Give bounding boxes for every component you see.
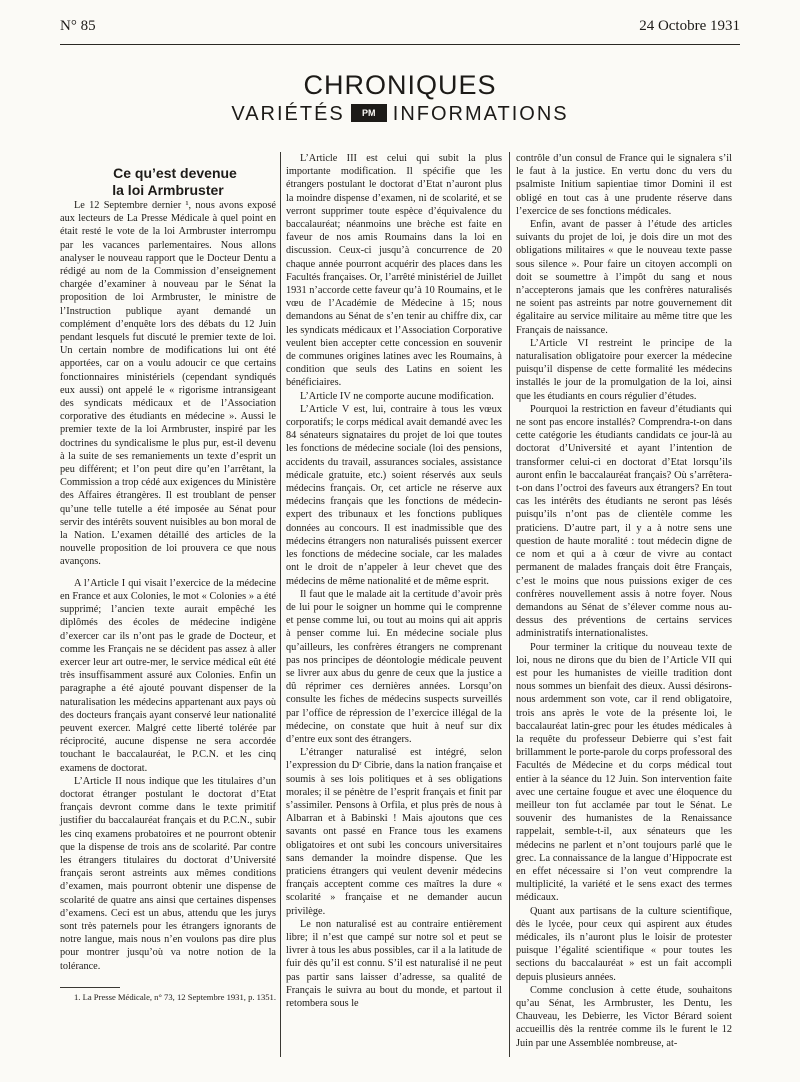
header-rule: [60, 44, 740, 45]
paragraph: L’Article VI restreint le principe de la naturalisation obligatoire pour exercer la médecine puisqu’il dispense de cette formalité les médecins installés le jour de la promulgation de la loi, ainsi que les étudiants en cours régulier d’études.: [516, 337, 732, 402]
paragraph: L’Article V est, lui, contraire à tous les vœux corporatifs; le corps médical avait demandé avec les 84 sénateurs signataires du projet de loi que toutes les fonctions de médecine sociale (loi des pensions, accidents du travail, assurances sociales, assistance médicale gratuite, etc.) soient réservés aux seuls médecins français. Or, cet article ne réserve aux médecins français que les fonctions de médecin-expert des tribunaux et les fonctions publiques données au concours. Il est inadmissible que des médecins étrangers non naturalisés puissent exercer les fonctions de médecine sociale, car les malades ont le droit de n’appeler à leur chevet que des médecins de même nationalité et de même esprit.: [286, 403, 502, 587]
article-title-line1: Ce qu’est devenue: [113, 165, 237, 181]
footnote: 1. La Presse Médicale, n° 73, 12 Septembre 1931, p. 1351.: [74, 991, 277, 1002]
footnote-rule: [60, 987, 120, 988]
paragraph: contrôle d’un consul de France qui le signalera s’il le faut à la justice. En vertu donc du vers du psalmiste Initium sapientiae timor Domini il est obligé en tout cas à une prudente réserve dans l’exercice de ses fonctions médicales.: [516, 153, 732, 217]
paragraph: L’Article IV ne comporte aucune modification.: [300, 390, 494, 402]
paragraph: Comme conclusion à cette étude, souhaitons qu’au Sénat, les Armbruster, les Dentu, les Chauveau, les Debierre, les Victor Bérard soient accueillis dès la rentrée comme ils le furent le 12 Juin par une Assemblée nombreuse, at-: [516, 984, 732, 1049]
masthead-subtitle: [0, 103, 800, 126]
article-title-line2: la loi Armbruster: [112, 182, 224, 198]
article-title: [60, 165, 276, 199]
issue-date: 24 Octobre 1931: [639, 18, 740, 34]
page-header: [60, 18, 740, 38]
paragraph: A l’Article I qui visait l’exercice de la médecine en France et aux Colonies, le mot « Colonies » a été supprimé; l’ancien texte aurait empêché les diplômés des écoles de médecine indigène d’exercer car ils n’ont pas le grade de Docteur, et comme les Français ne se décident pas assez à aller exercer leur art outre-mer, le service médical eût été très insuffisamment assuré aux Colonies. Enfin un paragraphe a été ajouté pouvant dispenser de la naturalisation les médecins appartenant aux pays où des docteurs français ayant conservé leur nationalité peuvent exercer. Malgré cette liberté tolérée par réciprocité, aucune dispense ne sera accordée touchant le baccalauréat, le P.C.N. et les cinq examens de doctorat.: [60, 577, 276, 774]
column-divider: [509, 152, 510, 1057]
paragraph: L’étranger naturalisé est intégré, selon l’expression du Dʳ Cibrie, dans la nation française et soumis à ses lois politiques et à ses obligations morales; il se pénètre de l’esprit français et finit par s’assimiler. Pensons à Orfila, et plus près de nous à Albarran et à Babinski ! Mais ajoutons que ces savants ont passé en France tous les examens obligatoires et ont subi les concours universitaires sans demander la moindre dispense. Que les praticiens étrangers qui veulent devenir médecins français acceptent comme ces maîtres la dure « scolarité » française et ne demander aucun privilège.: [286, 747, 502, 917]
paragraph: Le 12 Septembre dernier ¹, nous avons exposé aux lecteurs de La Presse Médicale à quel point en était resté le vote de la loi Armbruster interrompu par les vacances parlementaires. Nous allons analyser le nouveau rapport que le Docteur Dentu a rédigé au nom de la Commission d’enseignement chargée d’examiner à nouveau par le Sénat la proposition de loi Armbruster, le ministre de l’Instruction publique ayant demandé un complément d’enquête lors des débats du 12 Juin pendant lesquels fut discuté le premier texte de loi. Un certain nombre de modifications lui ont été apportées, car on a voulu adoucir ce que certains fonctionnaires ministériels (cependant syndiqués eux aussi) ont appelé le « rigorisme intransigeant des syndicats médicaux et de l’Association corporative des étudiants en médecine ». Aussi le premier texte de la loi Armbruster, inspiré par les doctrines du syndicalisme le plus pur, est-il devenu à la suite de ses remaniements un texte d’esprit un peu différent; et l’on peut dire qu’en l’arrêtant, la Commission a trop cédé aux exigences du Ministère des Affaires étrangères. Il est troublant de penser qu’une telle tutelle a été imposée au Sénat pour servir des intérêts souvent nuisibles au bon moral de la Nation. L’examen détaillé des articles de la nouvelle proposition de loi prouvera ce que nous avançons.: [60, 200, 276, 568]
paragraph: L’Article II nous indique que les titulaires d’un doctorat étranger postulant le doctorat d’Etat français devront comme dans le texte primitif justifier du baccalauréat français et du P.C.N., subir les cinq examens probatoires et ne pourront obtenir que la dispense de trois ans de scolarité. Par contre les étrangers titulaires du doctorat d’Université français seront astreints aux mêmes conditions d’examen, mais pourront obtenir une dispense de scolarité de quatre ans ainsi que certaines dispenses d’examens. Ceci est un abus, attendu que les jurys sont très paternels pour les étrangers ignorants de notre langue, mais nous n’en voulons pas dire plus pour montrer jusqu’où va notre notion de la tolérance.: [60, 775, 276, 972]
paragraph: Il faut que le malade ait la certitude d’avoir près de lui pour le soigner un homme qui le comprenne et pense comme lui, ou tout au moins qui ait appris à penser comme lui. En médecine sociale plus qu’ailleurs, les confrères étrangers ne comprenant pas nos principes de déontologie médicale peuvent se livrer aux abus du genre de ceux que la justice a dû réprimer ces dernières années. Lorsqu’on consulte les fiches de médecins suspects surveillés par l’office de répression de l’exercice illégal de la médecine, on constate que huit à neuf sur dix d’entre eux sont des étrangers.: [286, 588, 502, 745]
issue-number: N° 85: [60, 18, 96, 34]
paragraph: Enfin, avant de passer à l’étude des articles suivants du projet de loi, je dois dire un mot des obligations militaires « que le nouveau texte passe sous silence ». Pour faire un citoyen accompli on doit se soumettre à l’impôt du sang et nous n’accepterons jamais que les confrères naturalisés ne soient pas astreints par notre gouvernement dit égalitaire au service militaire au même titre que les Français de naissance.: [516, 219, 732, 336]
masthead-title: CHRONIQUES: [303, 70, 497, 100]
paragraph: L’Article III est celui qui subit la plus importante modification. Il spécifie que les étrangers postulant le doctorat d’Etat n’auront plus la moindre dispense d’examen, ni de scolarité, et se verront supprimer toute espèce d’équivalence du baccalauréat; néanmoins une brèche est faite en faveur de nos amis Roumains dans la loi en discussion. Ceux-ci jusqu’à concurrence de 20 chaque année pourront acquérir des places dans les Facultés françaises. Or, l’arrêté ministériel de Juillet 1931 n’accorde cette faveur qu’à 10 Roumains, et le vœu de l’Académie de Médecine à 15; nous demandons au Sénat de s’en tenir au chiffre dix, car les syndicats médicaux et l’Association Corporative veulent bien accepter cette concession en souvenir de communes origines latines avec les Roumains, à condition que seuls des Latins en soient les bénéficiaires.: [286, 153, 502, 389]
paragraph: Pour terminer la critique du nouveau texte de loi, nous ne dirons que du bien de l’Article VII qui est pour les humanistes de vieille tradition dont nous sommes un bienfait des dieux. Aussi désirons-nous ardemment son vote, car il rend obligatoire, trois ans après le vote de la présente loi, le baccalauréat latin-grec pour les études médicales à la requête du professeur Debierre qui s’est fait brillamment le porte-parole du corps professoral des Facultés de Médecine et du corps médical tout entier à la séance du 12 Juin. Son intervention faite avec une certaine fougue et avec une éloquence du meilleur ton fut acclamée par tout le Sénat. Le souvenir des humanistes de la Renaissance rappelait, semble-t-il, aux sénateurs que les médecins ne parlent et n’ont toujours parlé que le grec. La connaissance de la langue d’Hippocrate est en effet nécessaire si l’on veut comprendre la multiplicité, la variété et le sens exact des termes médicaux.: [516, 641, 732, 904]
masthead-left: VARIÉTÉS: [231, 103, 345, 125]
masthead-right: INFORMATIONS: [392, 103, 569, 125]
column-3: [516, 152, 732, 1050]
masthead-logo-icon: PM: [351, 104, 387, 122]
column-divider: [280, 152, 281, 1057]
paragraph: Le non naturalisé est au contraire entièrement libre; il n’est que campé sur notre sol et peut se livrer à tous les abus possibles, car il a la latitude de fuir dès qu’il est connu. S’il est naturalisé il ne peut pas partir sans laisser d’adresse, sa qualité de Français le suivra au bout du monde, et partout il retombera sous le: [286, 918, 502, 1009]
column-2: [286, 152, 502, 1010]
column-1: [60, 165, 276, 1003]
paragraph: Quant aux partisans de la culture scientifique, dès le lycée, pour ceux qui aspirent aux études médicales, ils n’auront plus le loisir de protester puisque l’égalité scientifique « pour toutes les sections du baccalauréat » est un fait accompli depuis plusieurs années.: [516, 905, 732, 983]
paragraph: Pourquoi la restriction en faveur d’étudiants qui ne sont pas encore installés? Comprendra-t-on dans cette catégorie les étudiants candidats ce jour-là au doctorat d’Université et ayant l’intention de transformer celui-ci en doctorat d’Etat lorsqu’ils auront enfin le baccalauréat français? Où s’arrêtera-t-on dans l’octroi des faveurs aux étrangers? En tout cas les intérêts des étudiants ne seront pas lésés puisqu’ils n’ont pas de clientèle comme les praticiens. D’autre part, il y a à notre sens une question de haute moralité : tout médecin digne de ce nom et qui a à cœur de vivre au contact permanent de malades français doit être Français, c’est le moins que nous puissions exiger de ces confrères nouvellement assis à notre foyer. Nous demandons au Sénat de s’élever comme nous au-dessus des préventions de certains services administratifs internationalistes.: [516, 403, 732, 640]
